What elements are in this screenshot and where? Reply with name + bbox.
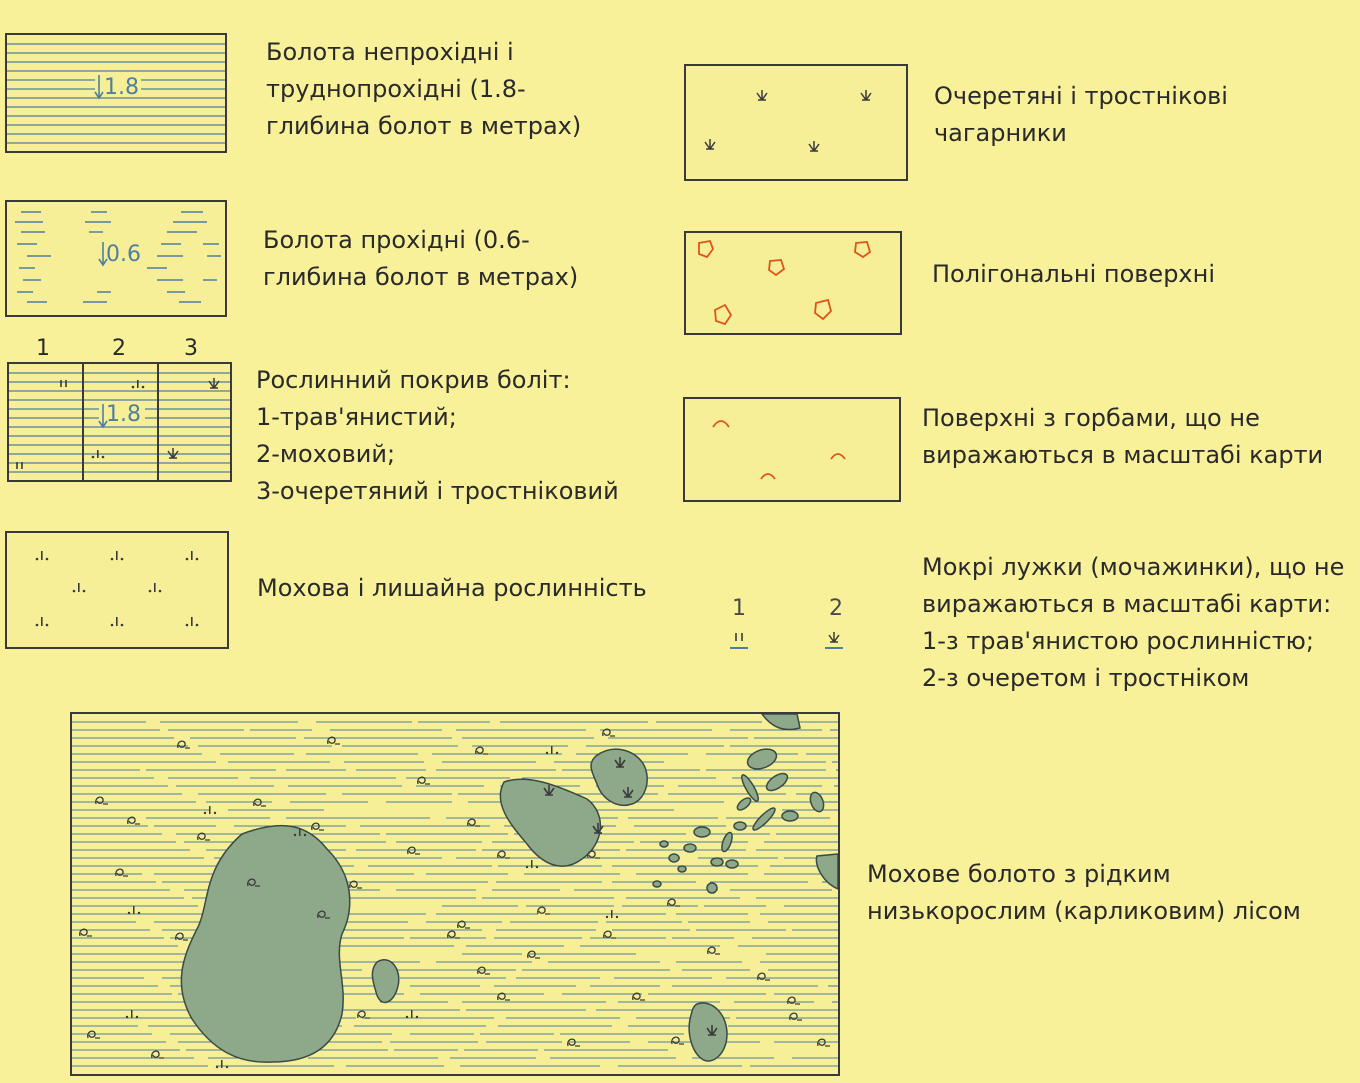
hummock-marks [685, 399, 899, 500]
sparse-tree-mark [176, 933, 188, 940]
sparse-tree-mark [758, 973, 770, 980]
moss-mark [216, 1060, 228, 1068]
swamp-vegetation-caption: Рослинний покрив боліт: 1-трав'янистий; 2-моховий; 3-очеретяний і тростніковий [256, 366, 619, 505]
wet-meadow-symbols [720, 628, 850, 668]
sparse-tree-mark [152, 1051, 164, 1058]
sparse-tree-mark [178, 741, 190, 748]
sparse-tree-mark [672, 1037, 684, 1044]
sparse-tree-mark [96, 797, 108, 804]
sparse-tree-mark [476, 747, 488, 754]
sparse-tree-mark [818, 1039, 830, 1046]
sparse-tree-mark [604, 931, 616, 938]
wet-meadow-number-1: 1 [732, 596, 746, 621]
depth-label: 1.8 [104, 75, 139, 100]
moss-swamp-map-graphic [72, 714, 838, 1074]
sparse-tree-mark [478, 967, 490, 974]
sparse-tree-mark [588, 851, 600, 858]
moss-mark [546, 746, 558, 754]
passable-swamp-caption: Болота прохідні (0.6- глибина болот в метрах) [263, 226, 579, 291]
sparse-tree-mark [788, 997, 800, 1004]
depth-label: 0.6 [106, 242, 141, 267]
sparse-tree-mark [668, 899, 680, 906]
polygon-marks [686, 233, 900, 333]
sparse-tree-mark [708, 947, 720, 954]
moss-mark [128, 906, 140, 914]
sparse-tree-mark [498, 851, 510, 858]
hummock-surfaces-caption: Поверхні з горбами, що не виражаються в масштабі карти [922, 404, 1324, 469]
column-number-1: 1 [36, 336, 50, 361]
sparse-tree-mark [468, 819, 480, 826]
passable-swamp-symbol [5, 200, 227, 317]
reed-thickets-symbol [684, 64, 908, 181]
sparse-tree-mark [448, 931, 460, 938]
wet-meadows-caption: Мокрі лужки (мочажинки), що не виражаються в масштабі карти: 1-з трав'янистою рослинністю; 2-з очеретом і тростніком [922, 553, 1345, 692]
sparse-tree-mark [568, 1039, 580, 1046]
moss-mark [526, 860, 538, 868]
wet-meadow-number-2: 2 [829, 596, 843, 621]
polygonal-surfaces-symbol [684, 231, 902, 335]
depth-label: 1.8 [106, 402, 141, 427]
hummock-surfaces-symbol [683, 397, 901, 502]
sparse-tree-mark [128, 817, 140, 824]
sparse-tree-mark [358, 1011, 370, 1018]
sparse-tree-mark [790, 1013, 802, 1020]
swamp-vegetation-symbol [7, 362, 232, 482]
polygonal-surfaces-caption: Полігональні поверхні [932, 260, 1215, 288]
moss-mark [126, 1010, 138, 1018]
sparse-tree-mark [312, 823, 324, 830]
sparse-tree-mark [528, 951, 540, 958]
moss-swamp-forest-caption: Мохове болото з рідким низькорослим (карликовим) лісом [867, 860, 1301, 925]
sparse-tree-mark [88, 1031, 100, 1038]
column-number-2: 2 [112, 336, 126, 361]
moss-mark [406, 1010, 418, 1018]
reed-thickets-caption: Очеретяні і тростнікові чагарники [934, 82, 1228, 147]
impassable-swamp-symbol [5, 33, 227, 153]
sparse-tree-mark [408, 847, 420, 854]
sparse-tree-mark [254, 799, 266, 806]
moss-marks [7, 533, 227, 647]
sparse-tree-mark [116, 869, 128, 876]
moss-lichen-caption: Мохова і лишайна рослинність [257, 574, 647, 602]
impassable-swamp-caption: Болота непрохідні і труднопрохідні (1.8- глибина болот в метрах) [266, 38, 582, 140]
moss-lichen-symbol [5, 531, 229, 649]
sparse-tree-mark [633, 993, 645, 1000]
reed-marks [686, 66, 906, 179]
column-number-3: 3 [184, 336, 198, 361]
sparse-tree-mark [538, 907, 550, 914]
moss-swamp-forest-map [70, 712, 840, 1076]
